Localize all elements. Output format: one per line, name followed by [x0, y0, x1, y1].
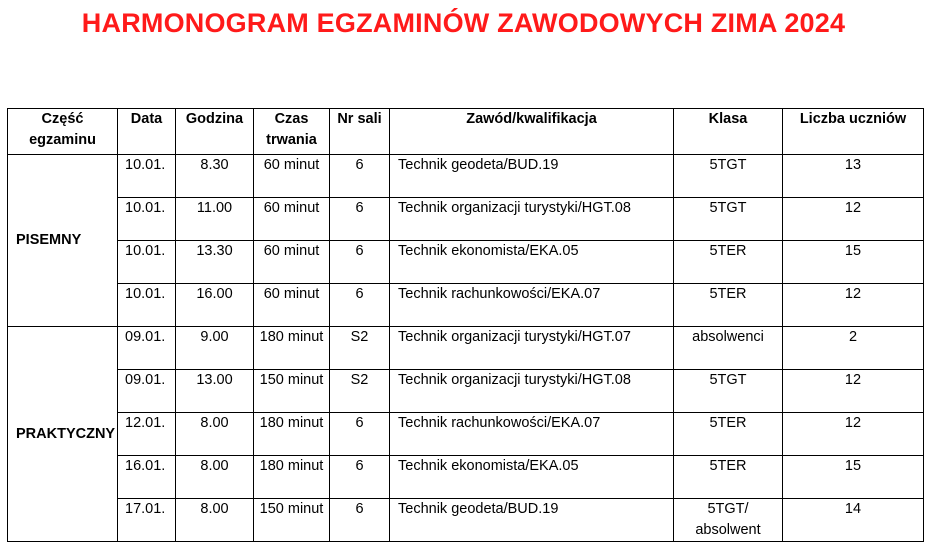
cell-room: 6	[330, 284, 390, 327]
exam-part-label: PRAKTYCZNY	[8, 327, 118, 542]
cell-class: 5TGT	[674, 155, 783, 198]
cell-room: 6	[330, 198, 390, 241]
cell-date: 17.01.	[118, 499, 176, 542]
cell-students: 12	[783, 370, 924, 413]
cell-hour: 8.00	[176, 413, 254, 456]
header-class: Klasa	[674, 109, 783, 155]
header-date: Data	[118, 109, 176, 155]
cell-qualification: Technik ekonomista/EKA.05	[390, 456, 674, 499]
cell-date: 10.01.	[118, 284, 176, 327]
cell-duration: 60 minut	[254, 198, 330, 241]
cell-hour: 8.00	[176, 456, 254, 499]
cell-duration: 60 minut	[254, 241, 330, 284]
cell-class: 5TER	[674, 241, 783, 284]
cell-duration: 60 minut	[254, 155, 330, 198]
table-row	[8, 456, 924, 499]
table-row	[8, 241, 924, 284]
cell-hour: 8.30	[176, 155, 254, 198]
table-row	[8, 327, 924, 370]
cell-hour: 16.00	[176, 284, 254, 327]
page-title: HARMONOGRAM EGZAMINÓW ZAWODOWYCH ZIMA 2024	[81, 8, 846, 38]
cell-students: 15	[783, 241, 924, 284]
cell-date: 10.01.	[118, 155, 176, 198]
cell-class: absolwenci	[674, 327, 783, 370]
cell-students: 12	[783, 198, 924, 241]
cell-qualification: Technik geodeta/BUD.19	[390, 499, 674, 542]
cell-qualification: Technik organizacji turystyki/HGT.07	[390, 327, 674, 370]
cell-room: 6	[330, 241, 390, 284]
cell-class: 5TGT/ absolwent	[674, 499, 783, 542]
header-hour: Godzina	[176, 109, 254, 155]
cell-hour: 9.00	[176, 327, 254, 370]
cell-duration: 150 minut	[254, 499, 330, 542]
table-row	[8, 499, 924, 542]
cell-duration: 180 minut	[254, 413, 330, 456]
header-row	[8, 109, 924, 155]
table-row	[8, 413, 924, 456]
exam-schedule-table	[7, 108, 924, 542]
table-header	[8, 109, 924, 155]
cell-duration: 180 minut	[254, 327, 330, 370]
cell-date: 10.01.	[118, 241, 176, 284]
cell-students: 12	[783, 284, 924, 327]
cell-hour: 13.00	[176, 370, 254, 413]
cell-students: 12	[783, 413, 924, 456]
header-room: Nr sali	[330, 109, 390, 155]
cell-students: 13	[783, 155, 924, 198]
cell-class: 5TER	[674, 413, 783, 456]
header-duration: Czas trwania	[254, 109, 330, 155]
cell-duration: 150 minut	[254, 370, 330, 413]
cell-room: S2	[330, 327, 390, 370]
cell-date: 12.01.	[118, 413, 176, 456]
cell-duration: 180 minut	[254, 456, 330, 499]
cell-qualification: Technik organizacji turystyki/HGT.08	[390, 370, 674, 413]
cell-room: 6	[330, 413, 390, 456]
cell-class: 5TER	[674, 284, 783, 327]
cell-room: 6	[330, 155, 390, 198]
cell-qualification: Technik rachunkowości/EKA.07	[390, 413, 674, 456]
cell-duration: 60 minut	[254, 284, 330, 327]
table-row	[8, 284, 924, 327]
cell-hour: 11.00	[176, 198, 254, 241]
cell-class: 5TGT	[674, 370, 783, 413]
table-row	[8, 370, 924, 413]
cell-room: 6	[330, 499, 390, 542]
cell-qualification: Technik organizacji turystyki/HGT.08	[390, 198, 674, 241]
cell-room: 6	[330, 456, 390, 499]
cell-qualification: Technik rachunkowości/EKA.07	[390, 284, 674, 327]
cell-class: 5TGT	[674, 198, 783, 241]
header-part: Część egzaminu	[8, 109, 118, 155]
cell-date: 09.01.	[118, 327, 176, 370]
header-students: Liczba uczniów	[783, 109, 924, 155]
table-row	[8, 198, 924, 241]
cell-date: 09.01.	[118, 370, 176, 413]
cell-room: S2	[330, 370, 390, 413]
table-body	[8, 155, 924, 542]
cell-students: 14	[783, 499, 924, 542]
cell-qualification: Technik ekonomista/EKA.05	[390, 241, 674, 284]
cell-hour: 8.00	[176, 499, 254, 542]
cell-date: 16.01.	[118, 456, 176, 499]
cell-hour: 13.30	[176, 241, 254, 284]
table-row	[8, 155, 924, 198]
cell-students: 15	[783, 456, 924, 499]
header-qualification: Zawód/kwalifikacja	[390, 109, 674, 155]
cell-date: 10.01.	[118, 198, 176, 241]
cell-qualification: Technik geodeta/BUD.19	[390, 155, 674, 198]
cell-students: 2	[783, 327, 924, 370]
cell-class: 5TER	[674, 456, 783, 499]
exam-part-label: PISEMNY	[8, 155, 118, 327]
